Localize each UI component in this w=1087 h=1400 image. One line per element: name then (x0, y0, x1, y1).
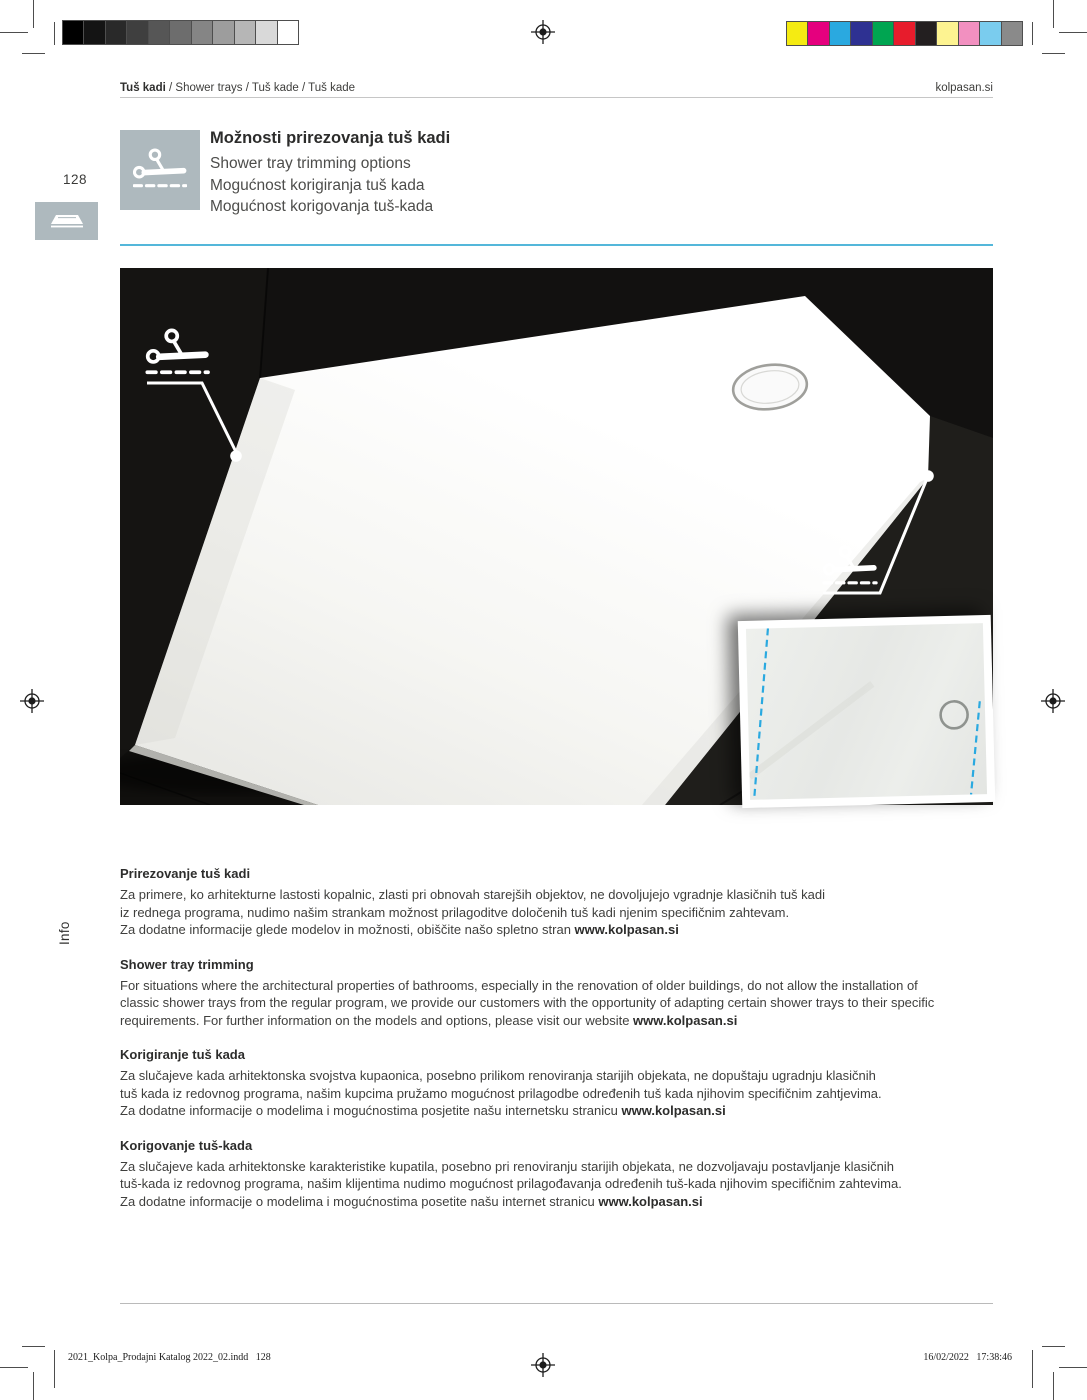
section-heading: Prirezovanje tuš kadi (120, 866, 251, 881)
page-subtitle-hr: Mogućnost korigiranja tuš kada (210, 176, 425, 194)
registration-mark-icon (1041, 689, 1065, 713)
cut-point-marker (922, 470, 934, 482)
color-swatch (235, 21, 256, 44)
section-heading: Shower tray trimming (120, 956, 254, 972)
page-number: 128 (63, 172, 88, 187)
website-label: kolpasan.si (935, 82, 993, 94)
crop-mark (33, 0, 34, 28)
trimming-icon-box (120, 130, 200, 210)
color-swatch (787, 22, 808, 45)
document-filename: 2021_Kolpa_Prodajni Katalog 2022_02.indd 128 (68, 1352, 271, 1363)
website-link[interactable]: www.kolpasan.si (633, 1012, 738, 1028)
section-line-text: Za dodatne informacije glede modelov in možnosti, obiščite našo spletno stran (120, 922, 575, 937)
color-swatch (170, 21, 191, 44)
section-heading: Korigiranje tuš kada (120, 1047, 245, 1062)
section-line (120, 1102, 993, 1120)
section-line: For situations where the architectural properties of bathrooms, especially in the renovation of older buildings, do not allow the installation of (120, 977, 918, 993)
registration-mark-icon (531, 1353, 555, 1377)
crop-mark (1042, 53, 1065, 54)
color-swatch (980, 22, 1001, 45)
crop-mark (1032, 22, 1033, 45)
page-subtitle-sr: Mogućnost korigovanja tuš-kada (210, 198, 434, 215)
section-line-text: Za dodatne informacije o modelima i mogućnostima posjetite našu internetsku stranicu (120, 1103, 622, 1118)
crop-mark (1059, 32, 1087, 33)
registration-mark-icon (20, 689, 44, 713)
shower-tray-icon (49, 213, 85, 229)
color-swatch (127, 21, 148, 44)
category-tray-badge (35, 202, 98, 240)
section-line: classic shower trays from the regular program, we provide our customers with the opportunity of adapting certain shower trays to their specific (120, 995, 935, 1010)
color-swatch (808, 22, 829, 45)
section-heading: Korigovanje tuš-kada (120, 1137, 253, 1153)
color-swatch (873, 22, 894, 45)
website-link[interactable]: www.kolpasan.si (574, 922, 679, 937)
crop-mark (0, 1367, 28, 1368)
color-swatch (1002, 22, 1022, 45)
grayscale-calibration-bar (62, 20, 299, 45)
accent-divider (120, 244, 993, 246)
drain-ring (940, 701, 968, 729)
breadcrumb-current: Tuš kadi (120, 82, 166, 94)
trimmed-tray-inset-photo (738, 615, 995, 808)
crop-mark (1042, 1346, 1065, 1347)
color-swatch (851, 22, 872, 45)
cut-point-marker (230, 450, 242, 462)
color-swatch (149, 21, 170, 44)
crop-mark (54, 1350, 55, 1388)
color-swatch (106, 21, 127, 44)
crop-mark (1053, 0, 1054, 28)
breadcrumb (120, 82, 355, 94)
crop-mark (22, 1346, 45, 1347)
crop-mark (1059, 1367, 1087, 1368)
inset-annotations (746, 623, 987, 800)
crop-mark (0, 32, 28, 33)
title-block (210, 128, 450, 218)
product-photo (120, 268, 993, 805)
sidebar-info-label: Info (57, 921, 72, 945)
section-sr (120, 1138, 993, 1211)
website-link[interactable]: www.kolpasan.si (621, 1103, 726, 1118)
website-link[interactable]: www.kolpasan.si (598, 1193, 703, 1209)
section-sl (120, 866, 993, 939)
page-title: Možnosti prirezovanja tuš kadi (210, 129, 451, 147)
color-swatch (830, 22, 851, 45)
crop-mark (1053, 1372, 1054, 1400)
section-en (120, 957, 993, 1030)
footer-divider (120, 1303, 993, 1304)
color-swatch (84, 21, 105, 44)
section-line: Za slučajeve kada arhitektonske karakteristike kupatila, posebno pri renoviranju starijih objekata, ne dozvoljavaju postavljanje klasičnih (120, 1158, 894, 1174)
color-swatch (192, 21, 213, 44)
section-line-text: requirements. For further information on the models and options, please visit our website (120, 1012, 634, 1028)
scissors-cut-icon (133, 148, 187, 193)
color-swatch (256, 21, 277, 44)
section-line: iz rednega programa, nudimo našim strankam možnost prilagoditve določenih tuš kadi njenim specifičnim zahtevam. (120, 904, 790, 920)
header-divider (120, 97, 993, 98)
color-swatch (213, 21, 234, 44)
print-timestamp: 16/02/2022 17:38:46 (923, 1352, 1012, 1363)
color-swatch (894, 22, 915, 45)
color-swatch (916, 22, 937, 45)
section-hr (120, 1047, 993, 1120)
section-line: tuš-kada iz redovnog programa, našim klijentima nudimo mogućnost prilagođavanja određenih tuš-kada njihovim specifičnim zahtevima. (120, 1176, 902, 1191)
crop-mark (1032, 1350, 1033, 1388)
color-swatch (63, 21, 84, 44)
color-swatch (959, 22, 980, 45)
inset-tray-topview (746, 623, 987, 800)
section-line (120, 921, 993, 939)
page-subtitle-en: Shower tray trimming options (210, 155, 411, 172)
color-calibration-bar (786, 21, 1023, 46)
registration-mark-icon (531, 20, 555, 44)
section-line (120, 1193, 993, 1211)
color-swatch (937, 22, 958, 45)
color-swatch (278, 21, 298, 44)
crop-mark (22, 53, 45, 54)
cut-dashed-line-right (969, 701, 982, 794)
crop-mark (54, 22, 55, 45)
section-line-text: Za dodatne informacije o modelima i mogućnostima posetite našu internet stranicu (120, 1193, 599, 1209)
info-sections (120, 866, 993, 1228)
breadcrumb-rest: / Shower trays / Tuš kade / Tuš kade (165, 82, 356, 94)
section-line: Za slučajeve kada arhitektonska svojstva kupaonica, posebno prilikom renoviranja starijih objekata, ne dopuštaju ugradnju klasičnih (120, 1068, 876, 1083)
crop-mark (33, 1372, 34, 1400)
section-line (120, 1012, 993, 1030)
section-line: tuš kada iz redovnog programa, našim kupcima pružamo mogućnost prilagodbe određenih tuš kada njihovim specifičnim zahtjevima. (120, 1085, 882, 1101)
section-line: Za primere, ko arhitekturne lastosti kopalnic, zlasti pri obnovah starejših objektov, ne dovoljujejo vgradnje klasičnih tuš kadi (120, 887, 826, 902)
